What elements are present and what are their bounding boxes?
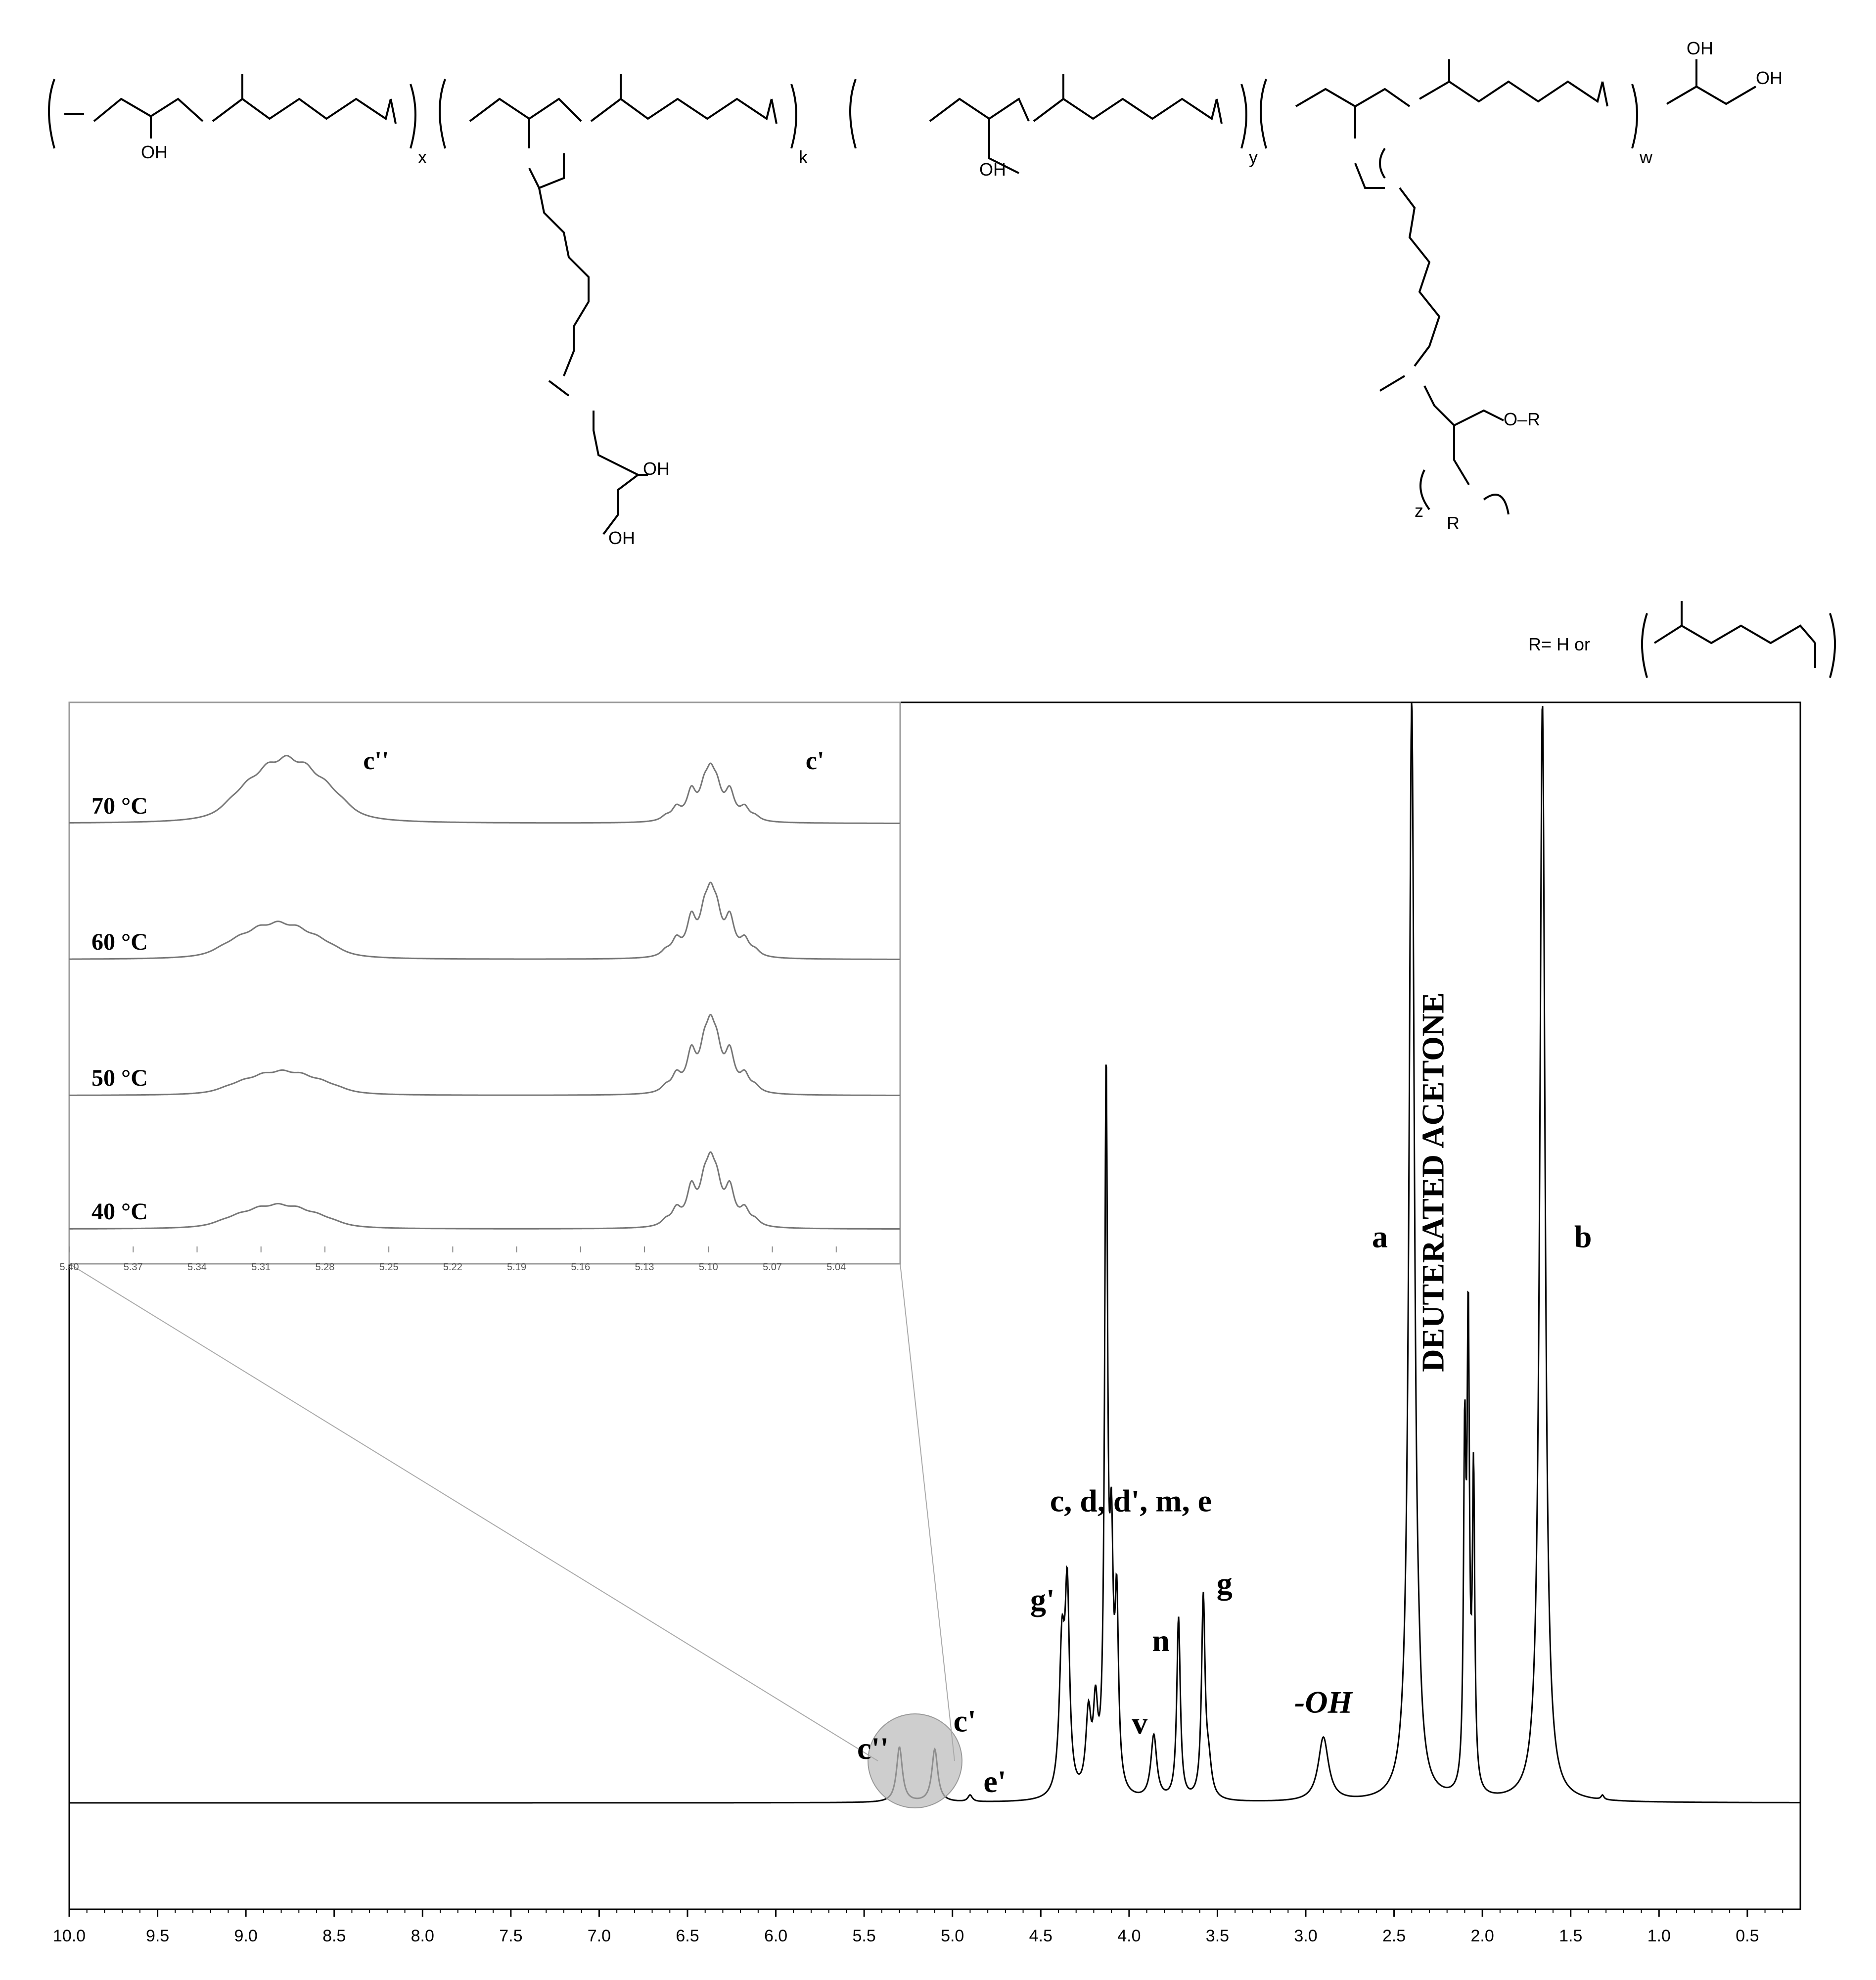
peak-label: c' [953, 1703, 976, 1739]
peak-label: c'' [857, 1731, 889, 1766]
oh-label: OH [979, 159, 1006, 180]
inset-tick-label: 5.34 [187, 1262, 207, 1273]
oh-label: OH [643, 459, 670, 479]
x-tick-label: 8.0 [411, 1927, 434, 1945]
peak-label: c, d, d', m, e [1050, 1483, 1212, 1519]
unit-x [49, 74, 415, 148]
inset-tick-label: 5.37 [123, 1262, 143, 1273]
oh-label: OH [141, 142, 168, 162]
r-definition-label: R= H or [1528, 634, 1591, 654]
o-r-label: O–R [1504, 409, 1541, 429]
subscript-z: z [1415, 501, 1423, 521]
x-tick-label: 7.5 [499, 1927, 523, 1945]
x-tick-label: 7.0 [587, 1927, 611, 1945]
temperature-label: 40 °C [92, 1198, 148, 1225]
subscript-w: w [1640, 147, 1652, 167]
inset-tick-label: 5.25 [379, 1262, 399, 1273]
inset-tick-label: 5.19 [507, 1262, 527, 1273]
peak-label: n [1152, 1622, 1170, 1658]
inset-tick-label: 5.16 [571, 1262, 591, 1273]
inset-tick-label: 5.22 [443, 1262, 462, 1273]
x-tick-label: 1.0 [1647, 1927, 1671, 1945]
x-tick-label: 4.5 [1029, 1927, 1052, 1945]
inset-peak-label: c' [805, 747, 824, 775]
inset-tick-label: 5.10 [698, 1262, 718, 1273]
x-tick-label: 8.5 [322, 1927, 346, 1945]
x-tick-label: 9.0 [234, 1927, 258, 1945]
peak-label: e' [983, 1763, 1007, 1799]
inset-variable-temperature [60, 702, 900, 1273]
peak-label: g' [1030, 1582, 1055, 1617]
peak-label: -OH [1294, 1684, 1353, 1720]
polymer-structure-diagram [49, 38, 1835, 678]
subscript-x: x [418, 147, 427, 167]
x-tick-label: 5.5 [852, 1927, 876, 1945]
unit-w [1261, 59, 1756, 514]
subscript-k: k [799, 147, 808, 167]
peak-label: g [1216, 1566, 1233, 1601]
x-tick-label: 3.5 [1205, 1927, 1230, 1945]
inset-tick-label: 5.07 [763, 1262, 782, 1273]
r-definition-structure [1642, 601, 1835, 678]
temperature-label: 60 °C [92, 929, 148, 955]
x-tick-label: 5.0 [941, 1927, 964, 1945]
inset-peak-label: c'' [363, 747, 389, 775]
x-tick-label: 1.5 [1559, 1927, 1583, 1945]
main-x-axis [53, 1909, 1783, 1945]
zoom-connector-left [69, 1264, 878, 1761]
x-tick-label: 2.0 [1470, 1927, 1494, 1945]
solvent-label: DEUTERATED ACETONE [1415, 992, 1451, 1372]
unit-k [440, 74, 796, 534]
unit-y [850, 74, 1246, 173]
x-tick-label: 10.0 [52, 1927, 86, 1945]
x-tick-label: 4.0 [1117, 1927, 1141, 1945]
inset-tick-label: 5.28 [315, 1262, 335, 1273]
inset-tick-label: 5.04 [826, 1262, 846, 1273]
oh-label: OH [608, 528, 635, 548]
peak-label: b [1574, 1219, 1592, 1254]
temperature-label: 70 °C [92, 793, 148, 819]
peak-labels [857, 992, 1592, 1799]
r-label: R [1447, 513, 1460, 533]
inset-tick-label: 5.40 [59, 1262, 79, 1273]
x-tick-label: 6.0 [764, 1927, 788, 1945]
zoom-connector-right [900, 1264, 955, 1761]
inset-frame [69, 702, 900, 1264]
inset-tick-label: 5.13 [635, 1262, 654, 1273]
x-tick-label: 0.5 [1736, 1927, 1759, 1945]
peak-label: v [1132, 1705, 1148, 1741]
x-tick-label: 9.5 [145, 1927, 170, 1945]
x-tick-label: 6.5 [676, 1927, 699, 1945]
oh-label: OH [1687, 38, 1713, 58]
temperature-label: 50 °C [92, 1065, 148, 1091]
oh-label: OH [1756, 68, 1783, 88]
x-tick-label: 3.0 [1294, 1927, 1318, 1945]
x-tick-label: 2.5 [1382, 1927, 1406, 1945]
peak-label: a [1372, 1219, 1388, 1254]
inset-tick-label: 5.31 [251, 1262, 271, 1273]
subscript-y: y [1249, 147, 1258, 167]
